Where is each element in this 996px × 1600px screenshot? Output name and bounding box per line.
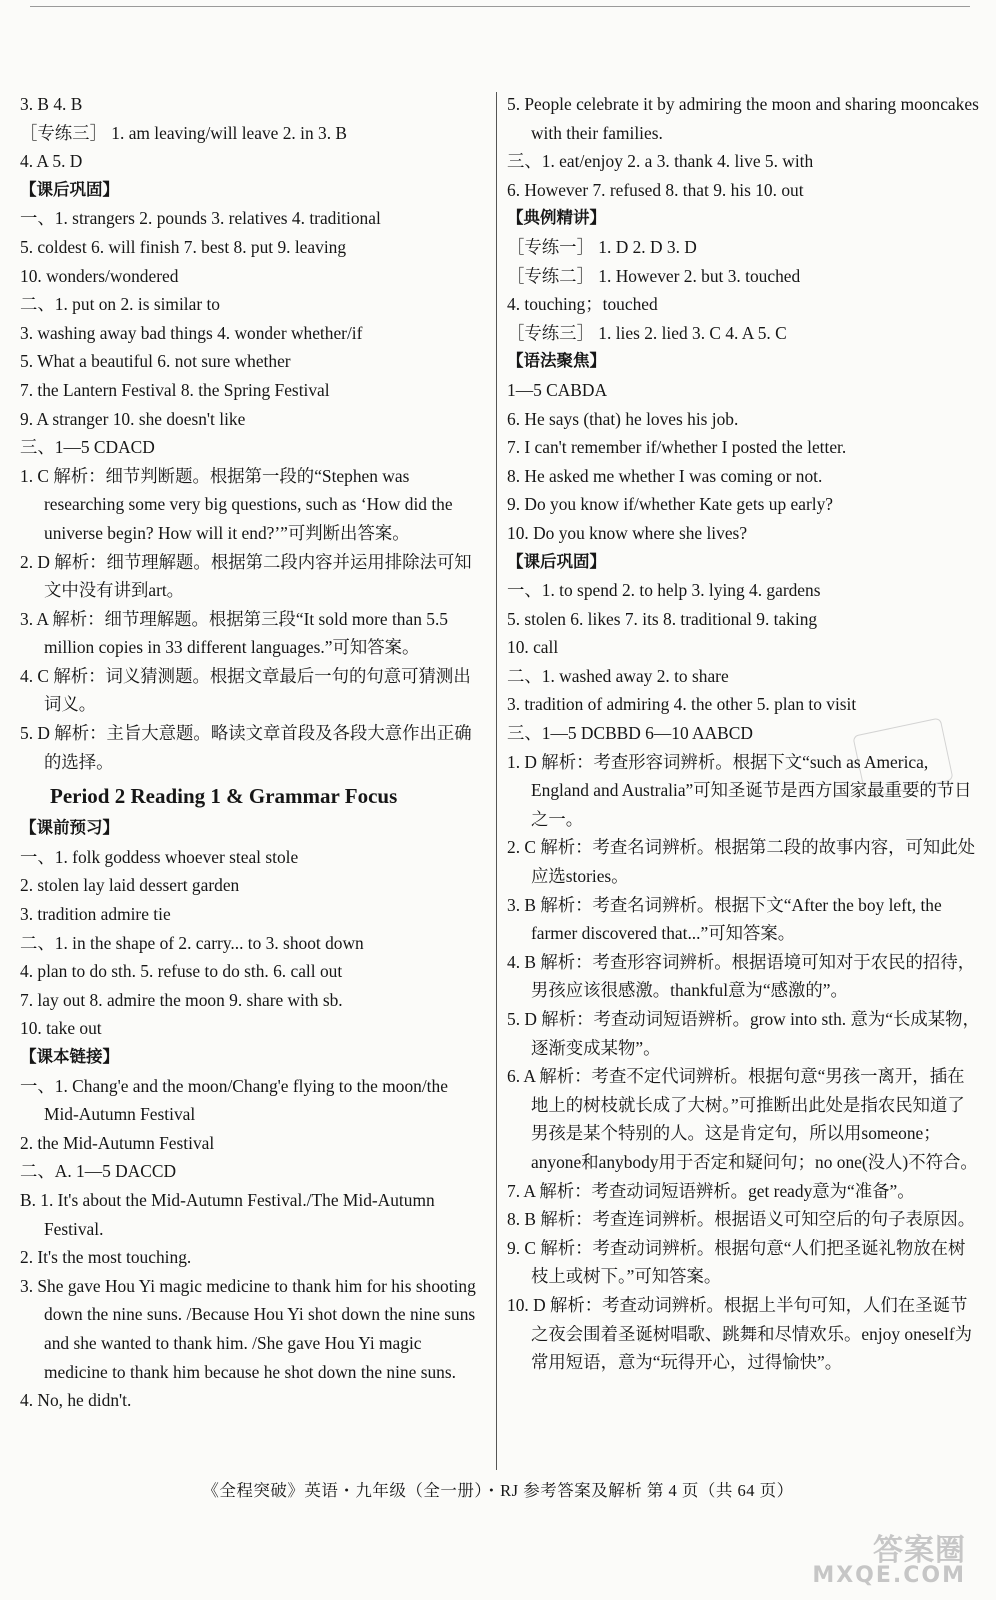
answer-line: 9. Do you know if/whether Kate gets up early? — [507, 494, 833, 515]
answer-line: 3. A 解析：细节理解题。根据第三段“It sold more than 5.5 million copies in 33 different languages.”可知答案。 — [20, 608, 448, 658]
answer-line: 二、1. put on 2. is similar to — [20, 294, 220, 315]
answer-line: 3. B 解析：考查名词辨析。根据下文“After the boy left, the farmer discovered that...”可知答案。 — [507, 894, 942, 944]
answer-line: 7. I can't remember if/whether I posted the letter. — [507, 437, 847, 458]
answer-line: 4. plan to do sth. 5. refuse to do sth. 6. call out — [20, 961, 343, 982]
answer-line: 三、1—5 DCBBD 6—10 AABCD — [507, 723, 753, 744]
answer-line: 5. coldest 6. will finish 7. best 8. put 9. leaving — [20, 236, 347, 257]
answer-line: ［专练一］ 1. D 2. D 3. D — [507, 236, 697, 257]
answer-line: 8. He asked me whether I was coming or not. — [507, 465, 823, 486]
answer-line: 10. wonders/wondered — [20, 265, 179, 286]
answer-line: 5. D 解析：主旨大意题。略读文章首段及各段大意作出正确的选择。 — [20, 723, 472, 772]
answer-line: 二、1. washed away 2. to share — [507, 665, 729, 686]
answer-line: 4. B 解析：考查形容词辨析。根据语境可知对于农民的招待，男孩应该很感激。thankful意为“感激的”。 — [507, 951, 976, 1001]
answer-line: 6. He says (that) he loves his job. — [507, 408, 739, 429]
answer-line: 7. A 解析：考查动词短语辨析。get ready意为“准备”。 — [507, 1180, 915, 1201]
answer-line: B. 1. It's about the Mid-Autumn Festival./The Mid-Autumn Festival. — [20, 1189, 435, 1239]
answer-line: ［专练三］ 1. lies 2. lied 3. C 4. A 5. C — [507, 322, 787, 343]
answer-line: 5. People celebrate it by admiring the moon and sharing mooncakes with their families. — [507, 94, 979, 143]
answer-line: 3. washing away bad things 4. wonder whether/if — [20, 322, 363, 343]
answer-line: 3. tradition of admiring 4. the other 5. plan to visit — [507, 694, 857, 715]
answer-line: 三、1—5 CDACD — [20, 437, 155, 458]
answer-line: 9. A stranger 10. she doesn't like — [20, 408, 246, 429]
section-heading: 【课前预习】 — [20, 818, 119, 838]
section-heading: 【语法聚焦】 — [507, 351, 606, 371]
answer-line: 一、1. strangers 2. pounds 3. relatives 4. traditional — [20, 208, 381, 229]
page-footer: 《全程突破》英语・九年级（全一册）・RJ 参考答案及解析 第 4 页（共 64 页） — [202, 1481, 794, 1500]
answer-line: 2. stolen lay laid dessert garden — [20, 875, 240, 896]
answer-line: 6. A 解析：考查不定代词辨析。根据句意“男孩一离开，插在地上的树枝就长成了大树。”可推断出此处是指农民知道了男孩是某个特别的人。这是肯定句，所以用someone；anyone和anybody用于否定和疑问句；no one(没人)不符合。 — [507, 1066, 978, 1172]
answer-line: 7. lay out 8. admire the moon 9. share with sb. — [20, 989, 343, 1010]
answer-line: 1. D 解析：考查形容词辨析。根据下文“such as America, England and Australia”可知圣诞节是西方国家最重要的节日之一。 — [507, 751, 972, 829]
answer-line: 二、1. in the shape of 2. carry... to 3. shoot down — [20, 932, 364, 953]
answer-line: 5. stolen 6. likes 7. its 8. traditional 9. taking — [507, 608, 818, 629]
answer-line: 2. D 解析：细节理解题。根据第二段内容并运用排除法可知文中没有讲到art。 — [20, 551, 472, 601]
answer-line: ［专练二］ 1. However 2. but 3. touched — [507, 265, 801, 286]
answer-line: 4. C 解析：词义猜测题。根据文章最后一句的句意可猜测出词义。 — [20, 665, 471, 715]
answer-line: 2. C 解析：考查名词辨析。根据第二段的故事内容，可知此处应选stories。 — [507, 837, 976, 887]
answer-line: 5. D 解析：考查动词短语辨析。grow into sth. 意为“长成某物，逐渐变成某物”。 — [507, 1009, 980, 1058]
watermark-url: MXQE.COM — [812, 1563, 966, 1588]
answer-line: 一、1. Chang'e and the moon/Chang'e flying to the moon/the Mid-Autumn Festival — [20, 1075, 448, 1125]
answer-line: 10. D 解析：考查动词辨析。根据上半句可知，人们在圣诞节之夜会围着圣诞树唱歌、跳舞和尽情欢乐。enjoy oneself为常用短语，意为“玩得开心，过得愉快”。 — [507, 1294, 973, 1373]
left-column — [20, 90, 482, 1415]
answer-line: 1—5 CABDA — [507, 379, 608, 400]
right-column — [507, 90, 981, 1377]
answer-line: 一、1. to spend 2. to help 3. lying 4. gardens — [507, 580, 821, 601]
period-heading: Period 2 Reading 1 & Grammar Focus — [50, 784, 398, 809]
answer-line: 3. She gave Hou Yi magic medicine to thank him for his shooting down the nine suns. /Because Hou Yi shot down the nine suns and she wanted to thank him. /She gave Hou Yi magic medicine to thank him because he shot down the nine suns. — [20, 1275, 476, 1382]
section-heading: 【课本链接】 — [20, 1047, 119, 1066]
answer-line: 10. take out — [20, 1018, 102, 1039]
answer-line: 一、1. folk goddess whoever steal stole — [20, 846, 299, 867]
answer-line: 二、A. 1—5 DACCD — [20, 1161, 177, 1182]
watermark-badge: 答案圈 — [873, 1533, 966, 1568]
answer-line: 1. C 解析：细节判断题。根据第一段的“Stephen was researching some very big questions, such as ‘How did the universe begin? How will it end?’”可判断出答案。 — [20, 465, 453, 543]
answer-line: 7. the Lantern Festival 8. the Spring Festival — [20, 379, 330, 400]
answer-line: 3. B 4. B — [20, 94, 83, 114]
column-divider — [496, 92, 497, 1470]
answer-line: 4. touching；touched — [507, 294, 658, 315]
answer-line: 三、1. eat/enjoy 2. a 3. thank 4. live 5. with — [507, 151, 814, 172]
answer-line: 10. call — [507, 637, 559, 658]
answer-line: 6. However 7. refused 8. that 9. his 10. out — [507, 179, 804, 200]
answer-line: 4. No, he didn't. — [20, 1390, 132, 1411]
answer-line: 2. It's the most touching. — [20, 1247, 192, 1268]
answer-line: ［专练三］ 1. am leaving/will leave 2. in 3. B — [20, 122, 347, 143]
answer-line: 10. Do you know where she lives? — [507, 522, 748, 543]
section-heading: 【课后巩固】 — [507, 551, 606, 571]
answer-line: 9. C 解析：考查动词辨析。根据句意“人们把圣诞礼物放在树枝上或树下。”可知答案。 — [507, 1237, 966, 1287]
answer-line: 4. A 5. D — [20, 151, 83, 172]
top-rule — [30, 6, 970, 7]
answer-line: 5. What a beautiful 6. not sure whether — [20, 351, 291, 372]
answer-line: 3. tradition admire tie — [20, 904, 171, 925]
answer-line: 2. the Mid-Autumn Festival — [20, 1132, 215, 1153]
section-heading: 【课后巩固】 — [20, 179, 119, 199]
section-heading: 【典例精讲】 — [507, 208, 606, 228]
answer-line: 8. B 解析：考查连词辨析。根据语义可知空后的句子表原因。 — [507, 1209, 976, 1230]
